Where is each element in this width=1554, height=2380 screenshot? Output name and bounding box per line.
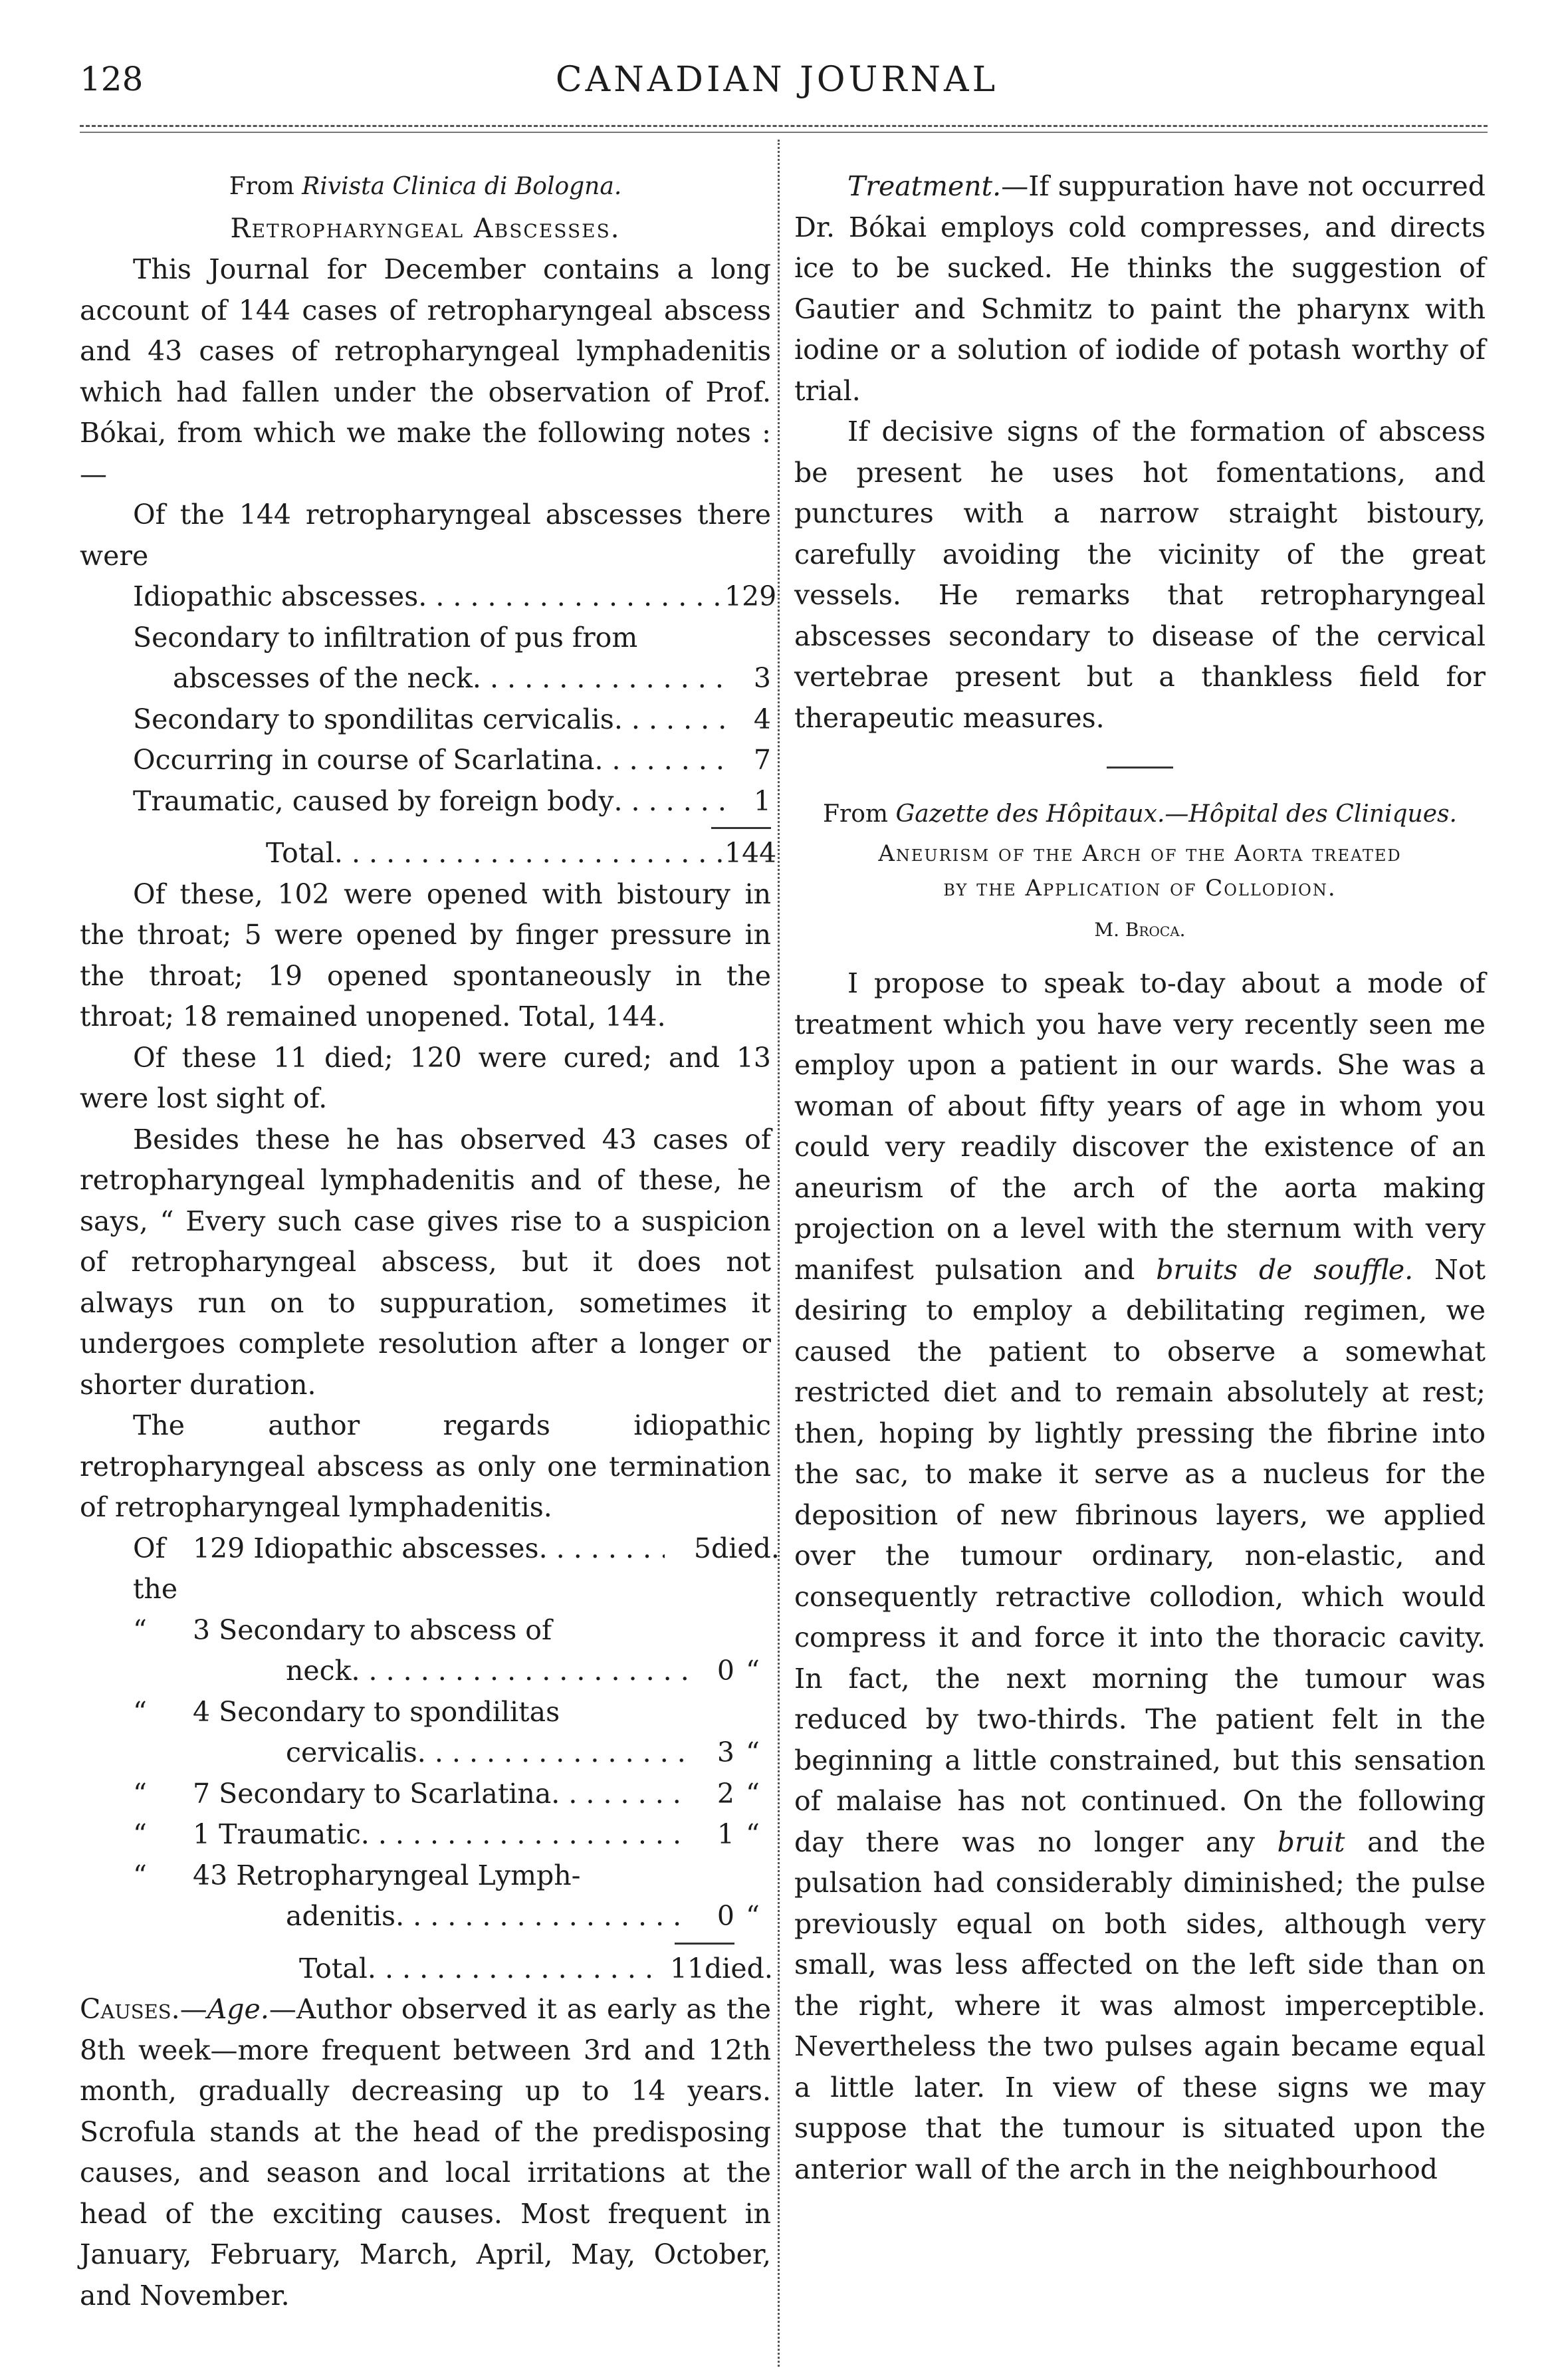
abscess-table: [133, 576, 777, 874]
article1-paragraph-4: Of these 11 died; 120 were cured; and 13 were lost sight of.: [80, 1041, 771, 1114]
header-rule: [80, 125, 1488, 127]
table-row: Occurring in course of Scarlatina . . . 7: [133, 740, 771, 781]
article2-title-line-2: by the Application of Collodion.: [943, 874, 1337, 901]
page-number: 128: [80, 60, 144, 98]
left-column: [80, 166, 780, 2316]
column-divider: [778, 140, 780, 2367]
article2-author: M. Broca.: [1094, 918, 1186, 941]
table-row: neck . . . 0 “: [133, 1651, 771, 1692]
page-header: [80, 60, 1474, 106]
treatment-paragraph-2: If decisive signs of the formation of abscess be present he uses hot fomentations, and punctures with a narrow straight bistoury, carefully avoiding the vicinity of the great vessels. He remarks that retropharyngeal abscesses secondary to disease of the cervical vertebrae present but a thankless field for therapeutic measures.: [794, 416, 1486, 734]
table-row: abscesses of the neck . . . 3: [133, 658, 771, 699]
sum-rule: [675, 1943, 734, 1945]
article2-paragraph-1: I propose to speak to-day about a mode of treatment which you have very recently seen me employ upon a patient in our wards. She was a woman of about fifty years of age in whom you could very readily discover the existence of an aneurism of the arch of the aorta making projection on a level with the sternum with very manifest pulsation and bruits de souffle. Not desiring to employ a debilitating regimen, we caused the patient to observe a somewhat restricted diet and to remain absolutely at rest; then, hoping by lightly pressing the fibrine into the sac, to make it serve as a nucleus for the deposition of new fibrinous layers, we applied over the tumour ordinary, non-elastic, and consequently retractive collodion, which would compress it and force it into the thoracic cavity. In fact, the next morning the tumour was reduced by two-thirds. The patient felt in the beginning a little constrained, but this sensation of malaise has not continued. On the following day there was no longer any bruit and the pulsation had considerably diminished; the pulse previously equal on both sides, although very small, was less affected on the left side than on the right, where it was almost imperceptible. Nevertheless the two pulses again became equal a little later. In view of these signs we may suppose that the tumour is situated upon the anterior wall of the arch in the neighbourhood: [794, 967, 1486, 2185]
article1-source: From Rivista Clinica di Bologna.: [229, 173, 622, 200]
article1-paragraph-5: Besides these he has observed 43 cases of retropharyngeal lymphadenitis and of these, he says, “ Every such case gives rise to a suspicion of retropharyngeal abscess, but it does not always run on to suppuration, sometimes it undergoes complete resolution after a longer or shorter duration.: [80, 1123, 771, 1401]
table-row: “ 7 Secondary to Scarlatina . . . 2 “: [133, 1774, 771, 1815]
article2-title-line-1: Aneurism of the Arch of the Aorta treated: [878, 840, 1402, 867]
table-row: “ 3 Secondary to abscess of: [133, 1613, 552, 1646]
journal-title: CANADIAN JOURNAL: [555, 60, 999, 100]
table-row: Secondary to spondilitas cervicalis . . . 4: [133, 699, 771, 741]
article2-source: From Gazette des Hôpitaux.—Hôpital des Cliniques.: [823, 800, 1457, 828]
table-total-row: Total . . . 11 died.: [299, 1949, 771, 1990]
sum-rule: [711, 827, 771, 829]
treatment-paragraph-1: Treatment.—If suppuration have not occurred Dr. Bókai employs cold compresses, and directs ice to be sucked. He thinks the suggestion of Gautier and Schmitz to paint the pharynx with iodine or a solution of iodide of potash worthy of trial.: [794, 170, 1486, 407]
section-divider: [1107, 767, 1173, 769]
article1-title: Retropharyngeal Abscesses.: [230, 213, 621, 244]
table-row: cervicalis . . . 3 “: [133, 1732, 771, 1774]
article1-paragraph-1: This Journal for December contains a long account of 144 cases of retropharyngeal abscess and 43 cases of retropharyngeal lymphadenitis which had fallen under the observation of Prof. Bókai, from which we make the following notes :—: [80, 253, 771, 490]
table-row: Idiopathic abscesses . . . 129: [133, 576, 771, 618]
table-total-row: Total . . . 144: [266, 833, 771, 874]
table-row: “ 1 Traumatic . . . 1 “: [133, 1814, 771, 1855]
header-rule-lower: [80, 132, 1488, 133]
table-row: Secondary to infiltration of pus from: [133, 621, 638, 654]
article1-paragraph-2: Of the 144 retropharyngeal abscesses there were: [80, 499, 771, 572]
table-row: “ 43 Retropharyngeal Lymph-: [133, 1859, 581, 1891]
right-column: [794, 166, 1486, 2190]
table-row: adenitis . . . 0 “: [133, 1896, 771, 1937]
table-row: “ 4 Secondary to spondilitas: [133, 1695, 560, 1728]
article1-paragraph-3: Of these, 102 were opened with bistoury in the throat; 5 were opened by finger pressure in the throat; 19 opened spontaneously in the throat; 18 remained unopened. Total, 144.: [80, 878, 771, 1032]
deaths-table: [133, 1528, 780, 1990]
article1-paragraph-6: The author regards idiopathic retropharyngeal abscess as only one termination of retropharyngeal lymphadenitis.: [80, 1409, 771, 1523]
causes-paragraph: Causes.—Age.—Author observed it as early as the 8th week—more frequent between 3rd and 12th month, gradually decreasing up to 14 years. Scrofula stands at the head of the predisposing causes, and season and local irritations at the head of the exciting causes. Most frequent in January, February, March, April, May, October, and November.: [80, 1993, 771, 2312]
table-row: Traumatic, caused by foreign body . . . 1: [133, 781, 771, 822]
table-row: Of the 129 Idiopathic abscesses . . . 5 died.: [133, 1528, 771, 1610]
